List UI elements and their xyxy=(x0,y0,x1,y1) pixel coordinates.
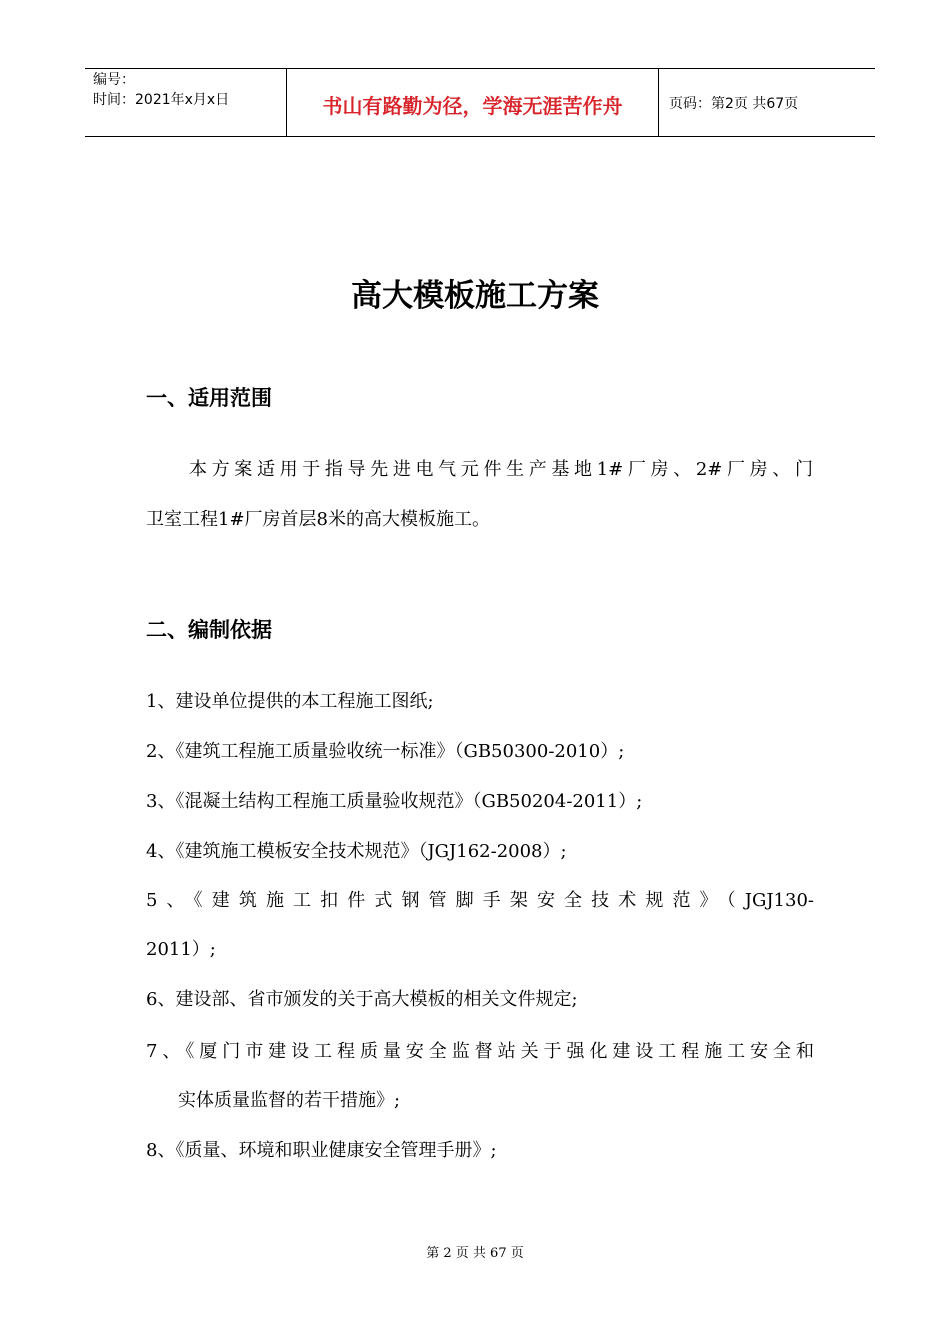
header-page-cell xyxy=(659,69,875,136)
basis-list-item: 5、《建筑施工扣件式钢管脚手架安全技术规范》（JGJ130- xyxy=(146,890,814,911)
page-footer: 第 2 页 共 67 页 xyxy=(426,1246,524,1261)
basis-list-item-continuation: 实体质量监督的若干措施》; xyxy=(178,1090,401,1111)
basis-list-item-continuation: 2011）; xyxy=(146,939,216,960)
header-meta-cell xyxy=(85,69,286,136)
header-motto: 书山有路勤为径，学海无涯苦作舟 xyxy=(322,94,623,118)
document-number-label: 编号： xyxy=(93,72,135,88)
basis-list-item: 4、《建筑施工模板安全技术规范》（JGJ162-2008）; xyxy=(146,841,567,862)
header-motto-cell xyxy=(286,69,659,136)
header-page-info: 页码：第2页 共67页 xyxy=(669,96,799,112)
section-heading-basis: 二、编制依据 xyxy=(146,618,272,642)
basis-list-item: 7、《厦门市建设工程质量安全监督站关于强化建设工程施工安全和 xyxy=(146,1041,814,1062)
basis-list-item: 8、《质量、环境和职业健康安全管理手册》; xyxy=(146,1140,497,1161)
document-date-label: 时间：2021年x月x日 xyxy=(93,92,230,108)
page-header xyxy=(85,68,875,137)
basis-list-item: 1、建设单位提供的本工程施工图纸; xyxy=(146,691,434,712)
document-title: 高大模板施工方案 xyxy=(351,278,599,314)
basis-list-item: 2、《建筑工程施工质量验收统一标准》（GB50300-2010）; xyxy=(146,741,625,762)
scope-paragraph-line: 卫室工程1#厂房首层8米的高大模板施工。 xyxy=(146,509,490,530)
basis-list-item: 6、建设部、省市颁发的关于高大模板的相关文件规定; xyxy=(146,989,578,1010)
scope-paragraph-line: 本方案适用于指导先进电气元件生产基地1#厂房、2#厂房、门 xyxy=(189,459,813,480)
basis-list-item: 3、《混凝土结构工程施工质量验收规范》（GB50204-2011）; xyxy=(146,791,643,812)
section-heading-scope: 一、适用范围 xyxy=(146,386,272,410)
